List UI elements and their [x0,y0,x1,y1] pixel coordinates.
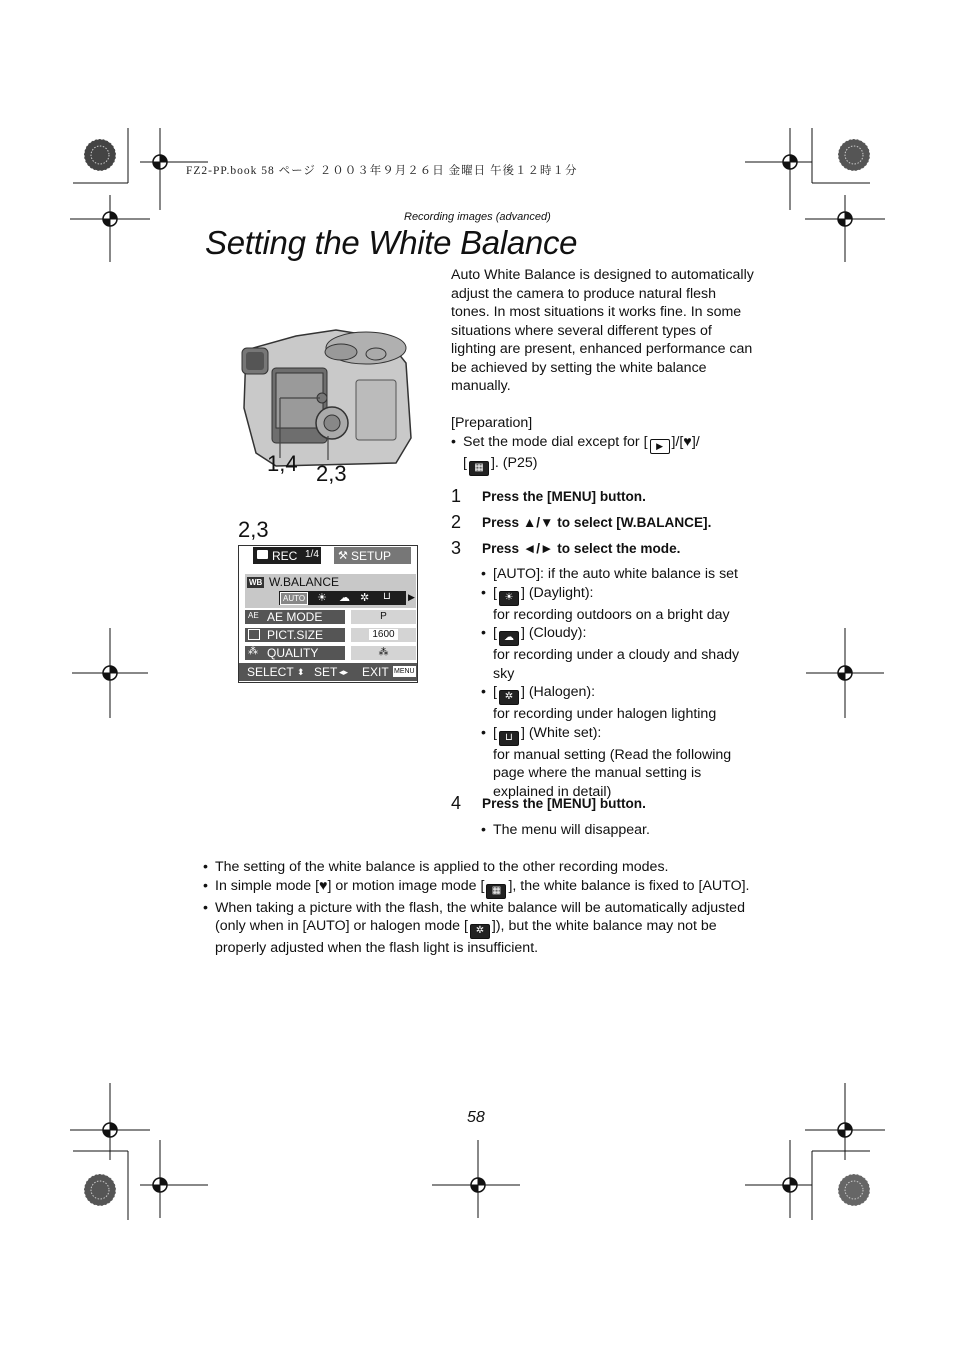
camera-icon [257,550,268,559]
heart-icon: ♥ [683,433,692,450]
mode-daylight-bracket: [ [493,584,497,601]
note-1: • The setting of the white balance is applied to the other recording modes. [203,858,763,877]
mode-white-set [481,724,761,746]
note-2-c: ], the white balance is fixed to [AUTO]. [508,877,750,894]
white-set-icon: ⊔ [499,731,519,746]
preparation-text-e: ]. (P25) [490,454,538,471]
heart-icon: ♥ [319,877,328,894]
sun-icon: ☀ [499,591,519,606]
mode-daylight [481,584,761,606]
mode-halogen-label: ] (Halogen): [520,684,596,700]
preparation-text-d: [ [463,454,467,471]
film-icon: ▦ [486,884,506,899]
tab-page-indicator: 1/4 [305,549,319,560]
pict-size-icon [248,629,260,640]
mode-cloudy [481,624,761,646]
note-3-b: ]), but the white balance may not be properly adjusted when the flash light is insufficient. [215,918,717,956]
wb-label: W.BALANCE [269,575,340,589]
lcd-menu-screen [238,545,418,683]
wb-auto-chip: AUTO [280,592,308,605]
menu-row-quality [245,646,345,660]
cloud-icon: ☁ [499,631,519,646]
preparation-text-a: Set the mode dial except for [ [463,433,648,450]
mode-auto: • [AUTO]: if the auto white balance is set [481,565,761,584]
section-label: Recording images (advanced) [404,211,551,223]
halogen-icon: ✲ [499,690,519,705]
step-4-note: • The menu will disappear. [481,821,954,840]
preparation-heading: [Preparation] [451,415,533,431]
step-2-text: Press ▲/▼ to select [W.BALANCE]. [482,515,712,530]
menu-row-ae-mode [245,610,345,624]
mode-white-set-bracket: [ [493,724,497,741]
mode-halogen-bracket: [ [493,684,497,700]
step-1-number: 1 [451,486,462,506]
wb-icon: WB [249,578,263,587]
menu-row-white-balance [245,574,416,608]
step-4-number: 4 [451,793,462,813]
callout-label-2-3-menu: 2,3 [238,517,269,542]
menu-tab-bar [239,546,417,566]
tab-setup-label: SETUP [351,549,392,563]
note-3-a: When taking a picture with the flash, the white balance will be automatically adjusted (only when in [AUTO] or halogen mode [ [215,899,745,934]
pict-size-value-chip: 1600 [369,629,397,640]
sun-icon: ☀ [317,592,327,604]
ae-mode-value: P [351,610,416,624]
step-1-text: Press the [MENU] button. [482,489,646,504]
callout-label-2-3-camera: 2,3 [316,461,347,486]
quality-label: QUALITY [267,646,319,660]
intro-paragraph: Auto White Balance is designed to automatically adjust the camera to produce natural flesh tones. In most situations it works fine. In some situations where several different types of lighting are present, enhanced performance can be achieved by setting the white balance manually. [451,267,754,394]
step-1 [451,486,646,507]
cloud-icon: ☁ [339,592,350,604]
up-down-icon: ⬍ [297,667,305,677]
menu-chip: MENU [394,668,415,675]
tab-rec-label: REC [272,549,298,563]
step-4 [451,793,646,814]
mode-cloudy-bracket: [ [493,625,497,641]
note-2 [203,877,763,899]
footer-set: SET [314,665,338,679]
step-3-text: Press ◄/► to select the mode. [482,541,681,556]
page-title: Setting the White Balance [205,224,578,261]
white-balance-mode-list [481,565,761,801]
note-2-a: In simple mode [ [215,877,320,894]
footer-exit: EXIT [362,665,389,679]
mode-cloudy-label: ] (Cloudy): [520,625,587,641]
mode-halogen-desc: for recording under halogen lighting [493,706,717,722]
menu-footer [239,663,417,681]
left-right-icon: ◂▸ [339,667,349,677]
camera-illustration [236,318,416,468]
preparation-block [451,414,756,476]
playback-icon: ▶ [650,439,670,454]
step-2 [451,512,712,533]
ae-label: AE MODE [267,610,323,624]
pict-size-label: PICT.SIZE [267,628,324,642]
step-2-number: 2 [451,512,462,532]
ae-icon: AE [248,611,259,620]
tab-setup [334,547,411,564]
notes-block [203,858,763,958]
mode-white-set-desc: for manual setting (Read the following page where the manual setting is explained in detail) [493,746,732,800]
wb-options-strip [279,591,406,605]
mode-cloudy-desc: for recording under a cloudy and shady sky [493,647,740,682]
film-icon: ▦ [469,461,489,476]
step-3-number: 3 [451,538,462,558]
tab-rec [253,547,321,564]
halogen-icon: ✲ [470,924,490,939]
wrench-icon: ⚒ [338,550,348,562]
callout-label-1-4: 1,4 [267,451,298,476]
mode-halogen [481,683,761,705]
white-set-icon: ⊔ [383,591,391,602]
preparation-bullet [451,433,756,476]
quality-icon-value: ⁂ [378,647,389,658]
arrow-right-icon: ▶ [408,592,415,602]
page-number: 58 [467,1109,485,1126]
quality-icon: ⁂ [248,646,258,657]
mode-daylight-desc: for recording outdoors on a bright day [493,606,730,623]
footer-select: SELECT [247,665,294,679]
halogen-icon: ✲ [360,592,370,604]
step-3 [451,538,681,559]
print-header: FZ2-PP.book 58 ページ ２００３年９月２６日 金曜日 午後１２時１分 [186,165,578,177]
preparation-text-b: ]/[ [671,433,684,450]
mode-daylight-label: ] (Daylight): [520,584,594,601]
menu-row-pict-size [245,628,345,642]
mode-white-set-label: ] (White set): [520,724,602,741]
step-4-text: Press the [MENU] button. [482,796,646,811]
quality-value [351,646,416,660]
preparation-text-c: ]/ [691,433,700,450]
note-2-b: ] or motion image mode [ [327,877,485,894]
note-3 [203,899,763,958]
pict-size-value [351,628,416,642]
